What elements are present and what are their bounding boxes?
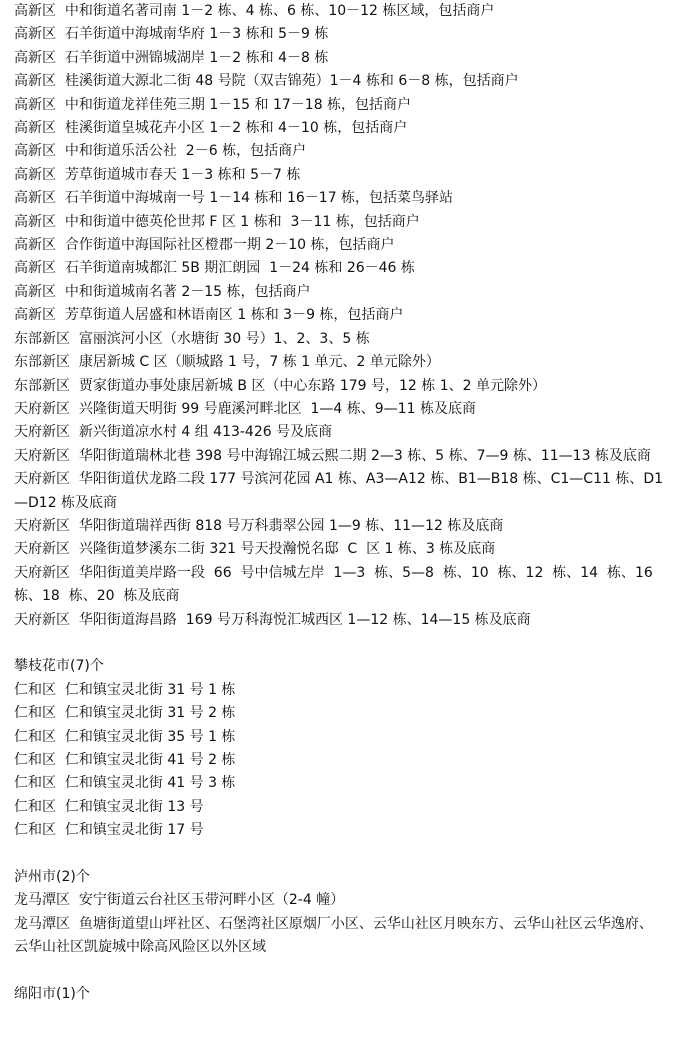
list-item: 东部新区 康居新城 C 区（顺城路 1 号，7 栋 1 单元、2 单元除外） <box>14 354 440 371</box>
list-item: 仁和区 仁和镇宝灵北街 35 号 1 栋 <box>14 728 236 745</box>
section-title: 绵阳市(1)个 <box>14 986 90 1003</box>
list-item: 仁和区 仁和镇宝灵北街 41 号 3 栋 <box>14 775 236 792</box>
list-item: 仁和区 仁和镇宝灵北街 17 号 <box>14 822 204 839</box>
list-item: 仁和区 仁和镇宝灵北街 31 号 2 栋 <box>14 705 236 722</box>
blank-line <box>14 843 666 866</box>
list-item: 天府新区 兴隆街道梦溪东二街 321 号天投瀚悦名邸 C 区 1 栋、3 栋及底商 <box>14 541 496 558</box>
list-item: 天府新区 华阳街道瑞祥西街 818 号万科翡翠公园 1—9 栋、11—12 栋及底商 <box>14 517 504 534</box>
document-body <box>14 0 666 1006</box>
list-item: 高新区 芳草街道城市春天 1－3 栋和 5－7 栋 <box>14 166 301 183</box>
list-item: 高新区 合作街道中海国际社区橙郡一期 2－10 栋，包括商户 <box>14 237 395 254</box>
list-item: 高新区 中和街道中德英伦世邦 F 区 1 栋和 3－11 栋，包括商户 <box>14 213 420 230</box>
list-item: 高新区 中和街道乐活公社 2－6 栋，包括商户 <box>14 143 307 160</box>
list-item: 天府新区 华阳街道瑞林北巷 398 号中海锦江城云熙二期 2—3 栋、5 栋、7—9 栋、11—13 栋及底商 <box>14 447 651 464</box>
section-mianyang <box>14 983 666 1006</box>
list-item: 天府新区 兴隆街道天明街 99 号鹿溪河畔北区 1—4 栋、9—11 栋及底商 <box>14 400 476 417</box>
list-item: 高新区 芳草街道人居盛和林语南区 1 栋和 3－9 栋，包括商户 <box>14 307 404 324</box>
list-item: 东部新区 贾家街道办事处康居新城 B 区（中心东路 179 号，12 栋 1、2 单元除外） <box>14 377 547 394</box>
list-item: 龙马潭区 鱼塘街道望山坪社区、石堡湾社区原烟厂小区、云华山社区月映东方、云华山社区云华逸府、云华山社区凯旋城中除高风险区以外区域 <box>14 915 653 956</box>
list-item: 仁和区 仁和镇宝灵北街 31 号 1 栋 <box>14 681 236 698</box>
list-item: 天府新区 华阳街道海昌路 169 号万科海悦汇城西区 1—12 栋、14—15 栋及底商 <box>14 611 531 628</box>
list-item: 天府新区 华阳街道美岸路一段 66 号中信城左岸 1—3 栋、5—8 栋、10 栋、12 栋、14 栋、16 栋、18 栋、20 栋及底商 <box>14 564 662 605</box>
list-item: 龙马潭区 安宁街道云台社区玉带河畔小区（2-4 幢） <box>14 892 345 909</box>
section-chengdu-continued <box>14 0 666 632</box>
list-item: 高新区 中和街道名著司南 1－2 栋、4 栋、6 栋、10－12 栋区域，包括商户 <box>14 3 495 19</box>
list-item: 高新区 石羊街道中洲锦城湖岸 1－2 栋和 4－8 栋 <box>14 49 329 66</box>
list-item: 天府新区 新兴街道凉水村 4 组 413-426 号及底商 <box>14 424 333 441</box>
list-item: 高新区 桂溪街道皇城花卉小区 1－2 栋和 4－10 栋，包括商户 <box>14 120 408 137</box>
list-item: 高新区 石羊街道中海城南华府 1－3 栋和 5－9 栋 <box>14 26 329 43</box>
list-item: 天府新区 华阳街道伏龙路二段 177 号滨河花园 A1 栋、A3—A12 栋、B1—B18 栋、C1—C11 栋、D1—D12 栋及底商 <box>14 471 664 511</box>
list-item: 高新区 桂溪街道大源北二街 48 号院（双吉锦苑）1－4 栋和 6－8 栋，包括商户 <box>14 73 519 90</box>
list-item: 东部新区 富丽滨河小区（水塘街 30 号）1、2、3、5 栋 <box>14 330 370 347</box>
blank-line <box>14 632 666 655</box>
list-item: 高新区 中和街道龙祥佳苑三期 1－15 和 17－18 栋，包括商户 <box>14 96 412 113</box>
blank-line <box>14 960 666 983</box>
list-item: 仁和区 仁和镇宝灵北街 41 号 2 栋 <box>14 751 236 768</box>
list-item: 高新区 石羊街道中海城南一号 1－14 栋和 16－17 栋，包括菜鸟驿站 <box>14 190 454 207</box>
section-panzhihua <box>14 655 666 842</box>
section-luzhou <box>14 866 666 960</box>
list-item: 高新区 中和街道城南名著 2－15 栋，包括商户 <box>14 283 311 300</box>
list-item: 仁和区 仁和镇宝灵北街 13 号 <box>14 798 204 815</box>
list-item: 高新区 石羊街道南城都汇 5B 期汇朗园 1－24 栋和 26－46 栋 <box>14 260 415 277</box>
section-title: 泸州市(2)个 <box>14 869 90 885</box>
section-title: 攀枝花市(7)个 <box>14 658 104 675</box>
